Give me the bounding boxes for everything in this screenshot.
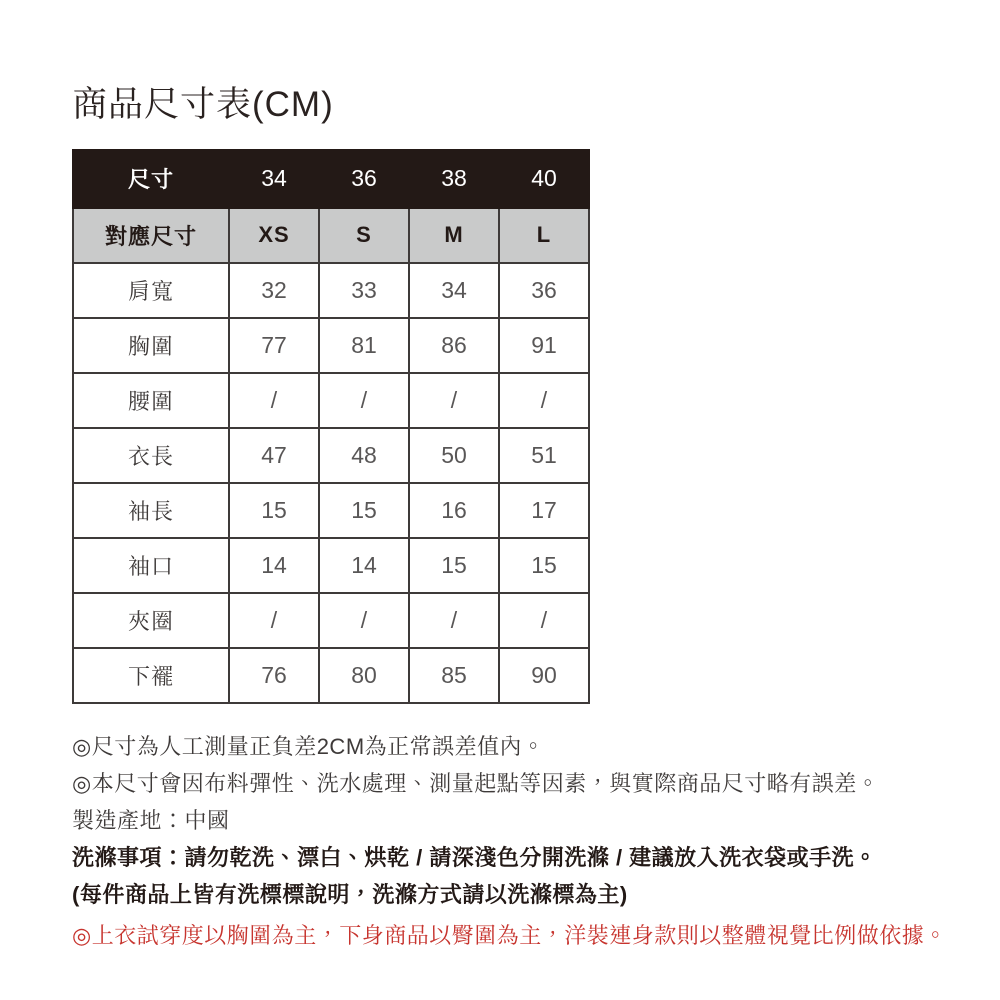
- note-washing-instructions: 洗滌事項：請勿乾洗、漂白、烘乾 / 請深淺色分開洗滌 / 建議放入洗衣袋或手洗。: [72, 844, 877, 870]
- corresponding-size-cell: M: [409, 208, 499, 263]
- value-cell: 80: [319, 648, 409, 703]
- table-row: [73, 428, 589, 483]
- row-label: 下襬: [73, 648, 229, 703]
- value-cell: /: [319, 593, 409, 648]
- size-header-cell: 36: [319, 150, 409, 208]
- note-washing-label: (每件商品上皆有洗標標說明，洗滌方式請以洗滌標為主): [72, 881, 628, 907]
- size-header-cell: 34: [229, 150, 319, 208]
- row-label: 衣長: [73, 428, 229, 483]
- value-cell: /: [499, 593, 589, 648]
- row-label: 肩寬: [73, 263, 229, 318]
- value-cell: /: [409, 593, 499, 648]
- value-cell: 14: [319, 538, 409, 593]
- table-row: [73, 593, 589, 648]
- value-cell: 16: [409, 483, 499, 538]
- value-cell: 32: [229, 263, 319, 318]
- value-cell: 90: [499, 648, 589, 703]
- note-origin: 製造產地：中國: [72, 807, 230, 833]
- row-label: 腰圍: [73, 373, 229, 428]
- value-cell: 36: [499, 263, 589, 318]
- value-cell: 17: [499, 483, 589, 538]
- value-cell: 50: [409, 428, 499, 483]
- value-cell: /: [229, 593, 319, 648]
- table-row: [73, 318, 589, 373]
- value-cell: 15: [409, 538, 499, 593]
- page-title: 商品尺寸表(CM): [72, 85, 334, 124]
- row-label: 袖口: [73, 538, 229, 593]
- value-cell: 86: [409, 318, 499, 373]
- note-fit-guideline: ◎上衣試穿度以胸圍為主，下身商品以臀圍為主，洋裝連身款則以整體視覺比例做依據。: [72, 922, 947, 948]
- value-cell: 47: [229, 428, 319, 483]
- value-cell: /: [319, 373, 409, 428]
- table-row: [73, 538, 589, 593]
- value-cell: 51: [499, 428, 589, 483]
- value-cell: 15: [319, 483, 409, 538]
- row-label: 胸圍: [73, 318, 229, 373]
- value-cell: 48: [319, 428, 409, 483]
- value-cell: /: [229, 373, 319, 428]
- value-cell: 14: [229, 538, 319, 593]
- size-header-label: 尺寸: [73, 150, 229, 208]
- corresponding-size-label: 對應尺寸: [73, 208, 229, 263]
- value-cell: 81: [319, 318, 409, 373]
- table-row: [73, 373, 589, 428]
- value-cell: /: [409, 373, 499, 428]
- size-header-cell: 38: [409, 150, 499, 208]
- value-cell: 15: [229, 483, 319, 538]
- size-chart-table: [72, 149, 590, 704]
- value-cell: 33: [319, 263, 409, 318]
- table-row: [73, 263, 589, 318]
- size-chart-page: [72, 86, 952, 960]
- corresponding-size-cell: S: [319, 208, 409, 263]
- table-row: [73, 648, 589, 703]
- value-cell: 91: [499, 318, 589, 373]
- value-cell: /: [499, 373, 589, 428]
- row-label: 袖長: [73, 483, 229, 538]
- size-header-row: [73, 150, 589, 208]
- notes-section: [72, 734, 952, 948]
- corresponding-size-row: [73, 208, 589, 263]
- corresponding-size-cell: L: [499, 208, 589, 263]
- corresponding-size-cell: XS: [229, 208, 319, 263]
- value-cell: 15: [499, 538, 589, 593]
- note-size-variance: ◎本尺寸會因布料彈性、洗水處理、測量起點等因素，與實際商品尺寸略有誤差。: [72, 770, 880, 796]
- value-cell: 85: [409, 648, 499, 703]
- value-cell: 76: [229, 648, 319, 703]
- size-header-cell: 40: [499, 150, 589, 208]
- value-cell: 77: [229, 318, 319, 373]
- row-label: 夾圈: [73, 593, 229, 648]
- value-cell: 34: [409, 263, 499, 318]
- table-row: [73, 483, 589, 538]
- note-measurement-tolerance: ◎尺寸為人工測量正負差2CM為正常誤差值內。: [72, 733, 545, 759]
